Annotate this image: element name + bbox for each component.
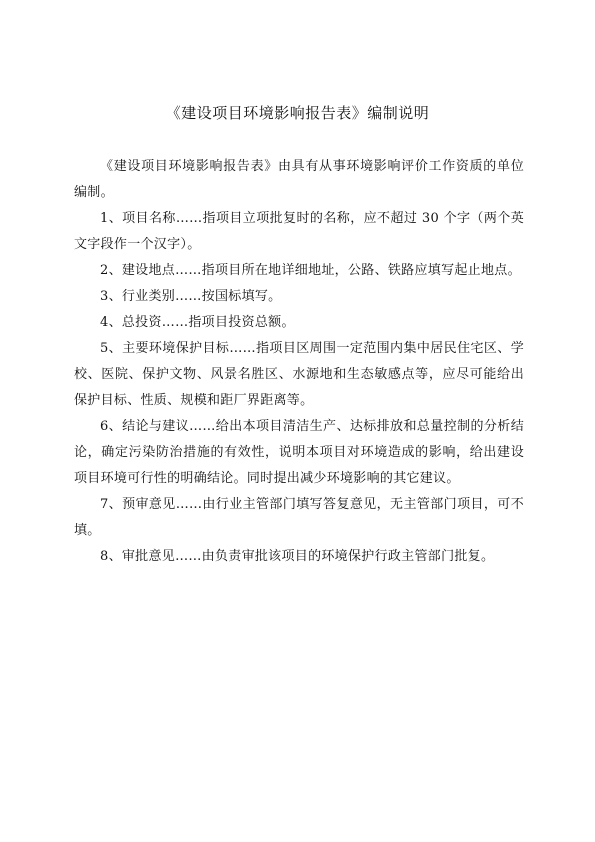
- paragraph-conclusion: 6、结论与建议……给出本项目清洁生产、达标排放和总量控制的分析结论，确定污染防治措施的有效性，说明本项目对环境造成的影响，给出建设项目环境可行性的明确结论。同时提出减少环境影响的其它建议。: [74, 419, 524, 486]
- paragraph-total-investment: 4、总投资……指项目投资总额。: [100, 315, 295, 330]
- paragraph-approval: 8、审批意见……由负责审批该项目的环境保护行政主管部门批复。: [100, 549, 495, 564]
- paragraph-project-name: 1、项目名称……指项目立项批复时的名称，应不超过 30 个字（两个英文字段作一个汉字）。: [74, 211, 524, 252]
- paragraph-industry-category: 3、行业类别……按国标填写。: [100, 289, 282, 304]
- paragraph-intro: 《建设项目环境影响报告表》由具有从事环境影响评价工作资质的单位编制。: [74, 159, 524, 200]
- paragraph-protection-targets: 5、主要环境保护目标……指项目区周围一定范围内集中居民住宅区、学校、医院、保护文物、风景名胜区、水源地和生态敏感点等，应尽可能给出保护目标、性质、规模和距厂界距离等。: [74, 341, 524, 408]
- document-body: [74, 154, 524, 570]
- paragraph-pre-review: 7、预审意见……由行业主管部门填写答复意见，无主管部门项目，可不填。: [74, 497, 524, 538]
- paragraph-construction-site: 2、建设地点……指项目所在地详细地址，公路、铁路应填写起止地点。: [100, 263, 521, 278]
- document-title: 《建设项目环境影响报告表》编制说明: [165, 104, 430, 122]
